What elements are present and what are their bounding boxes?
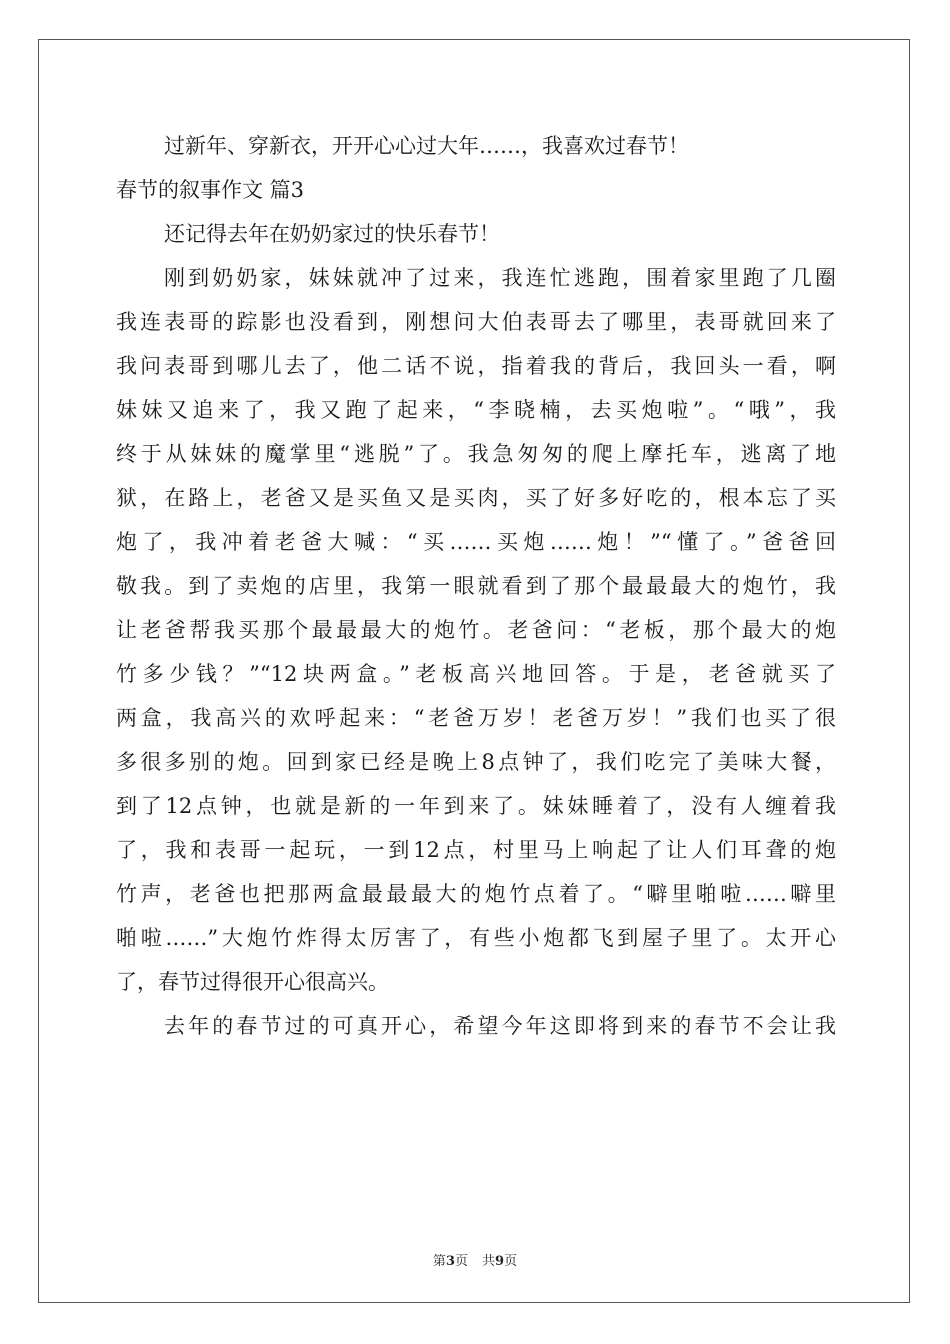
text-line: 多很多别的炮。回到家已经是晚上8点钟了，我们吃完了美味大餐， bbox=[116, 750, 836, 774]
text-line: 狱，在路上，老爸又是买鱼又是买肉，买了好多好吃的，根本忘了买 bbox=[116, 486, 836, 510]
page-number: 3 bbox=[445, 1254, 455, 1269]
text-line: 刚到奶奶家，妹妹就冲了过来，我连忙逃跑，围着家里跑了几圈 bbox=[164, 266, 836, 290]
text-line: 啪啦……”大炮竹炸得太厉害了，有些小炮都飞到屋子里了。太开心 bbox=[116, 926, 836, 950]
text-line: 让老爸帮我买那个最最最大的炮竹。老爸问：“老板，那个最大的炮 bbox=[116, 618, 836, 642]
text-line: 终于从妹妹的魔掌里“逃脱”了。我急匆匆的爬上摩托车，逃离了地 bbox=[116, 442, 836, 466]
text-line: 到了12点钟，也就是新的一年到来了。妹妹睡着了，没有人缠着我 bbox=[116, 794, 836, 818]
text-line: 妹妹又追来了，我又跑了起来，“李晓楠，去买炮啦”。“哦”，我 bbox=[116, 398, 836, 422]
text-line: 我问表哥到哪儿去了，他二话不说，指着我的背后，我回头一看，啊 bbox=[116, 354, 836, 378]
text-line: 去年的春节过的可真开心，希望今年这即将到来的春节不会让我 bbox=[164, 1014, 836, 1038]
footer-total-suffix: 页 bbox=[504, 1254, 518, 1269]
text-line: 敬我。到了卖炮的店里，我第一眼就看到了那个最最最大的炮竹，我 bbox=[116, 574, 836, 598]
section-heading: 春节的叙事作文 篇3 bbox=[116, 178, 305, 202]
text-line: 了，春节过得很开心很高兴。 bbox=[116, 970, 389, 994]
text-line: 了，我和表哥一起玩，一到12点，村里马上响起了让人们耳聋的炮 bbox=[116, 838, 836, 862]
text-line: 炮了，我冲着老爸大喊：“买……买炮……炮！”“懂了。”爸爸回 bbox=[116, 530, 836, 554]
total-pages: 9 bbox=[495, 1254, 505, 1269]
text-line: 我连表哥的踪影也没看到，刚想问大伯表哥去了哪里，表哥就回来了 bbox=[116, 310, 836, 334]
page-footer bbox=[0, 1250, 950, 1269]
document-body bbox=[116, 124, 836, 1048]
text-line: 竹声，老爸也把那两盒最最最大的炮竹点着了。“噼里啪啦……噼里 bbox=[116, 882, 836, 906]
footer-page-suffix: 页 bbox=[454, 1254, 468, 1269]
text-line: 过新年、穿新衣，开开心心过大年……，我喜欢过春节！ bbox=[164, 134, 689, 158]
footer-prefix: 第 bbox=[432, 1254, 446, 1269]
text-line: 竹多少钱？”“12块两盒。”老板高兴地回答。于是，老爸就买了 bbox=[116, 662, 836, 686]
text-line: 还记得去年在奶奶家过的快乐春节！ bbox=[164, 222, 500, 246]
text-line: 两盒，我高兴的欢呼起来：“老爸万岁！老爸万岁！”我们也买了很 bbox=[116, 706, 836, 730]
footer-total-prefix: 共 bbox=[482, 1254, 496, 1269]
